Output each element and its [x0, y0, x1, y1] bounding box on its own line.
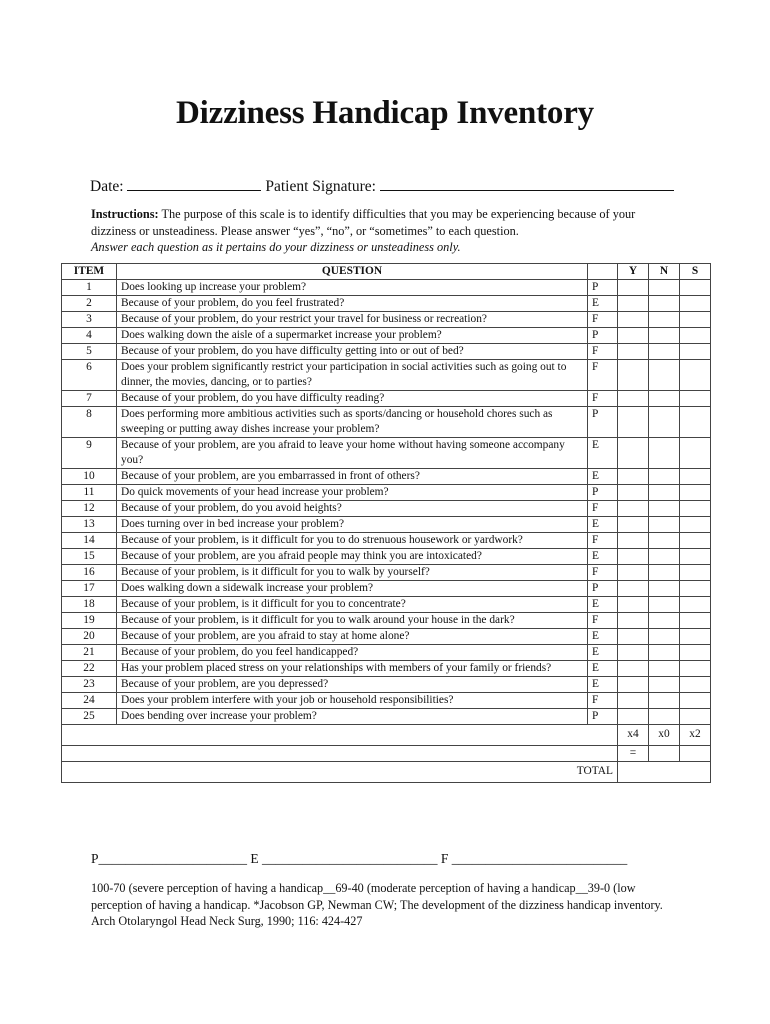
- sometimes-answer-cell[interactable]: [680, 360, 711, 391]
- table-row: [62, 391, 711, 407]
- yes-answer-cell[interactable]: [618, 581, 649, 597]
- item-number: 20: [62, 629, 117, 645]
- sometimes-answer-cell[interactable]: [680, 485, 711, 501]
- yes-answer-cell[interactable]: [618, 597, 649, 613]
- equals-empty: [649, 746, 680, 762]
- question-text: Does your problem significantly restrict your participation in social activities such as going out to dinner, the movies, dancing, or to parties?: [117, 360, 588, 391]
- header-yes: Y: [618, 264, 649, 280]
- question-text: Does your problem interfere with your job or household responsibilities?: [117, 693, 588, 709]
- item-number: 4: [62, 328, 117, 344]
- item-number: 25: [62, 709, 117, 725]
- category-code: F: [588, 501, 618, 517]
- no-answer-cell[interactable]: [649, 296, 680, 312]
- item-number: 10: [62, 469, 117, 485]
- item-number: 2: [62, 296, 117, 312]
- question-text: Does turning over in bed increase your problem?: [117, 517, 588, 533]
- item-number: 24: [62, 693, 117, 709]
- category-code: P: [588, 407, 618, 438]
- item-number: 23: [62, 677, 117, 693]
- question-text: Do quick movements of your head increase your problem?: [117, 485, 588, 501]
- yes-answer-cell[interactable]: [618, 312, 649, 328]
- no-answer-cell[interactable]: [649, 709, 680, 725]
- category-code: E: [588, 469, 618, 485]
- question-text: Because of your problem, is it difficult for you to concentrate?: [117, 597, 588, 613]
- yes-answer-cell[interactable]: [618, 613, 649, 629]
- table-row: [62, 328, 711, 344]
- item-number: 9: [62, 438, 117, 469]
- question-text: Because of your problem, do your restrict your travel for business or recreation?: [117, 312, 588, 328]
- header-no: N: [649, 264, 680, 280]
- item-number: 15: [62, 549, 117, 565]
- yes-answer-cell[interactable]: [618, 645, 649, 661]
- sometimes-answer-cell[interactable]: [680, 565, 711, 581]
- question-text: Because of your problem, are you afraid to leave your home without having someone accompany you?: [117, 438, 588, 469]
- yes-answer-cell[interactable]: [618, 565, 649, 581]
- no-answer-cell[interactable]: [649, 661, 680, 677]
- instructions-note: Answer each question as it pertains do your dizziness or unsteadiness only.: [91, 240, 461, 254]
- category-code: E: [588, 597, 618, 613]
- no-answer-cell[interactable]: [649, 581, 680, 597]
- table-row: [62, 501, 711, 517]
- table-row: [62, 485, 711, 501]
- no-answer-cell[interactable]: [649, 565, 680, 581]
- page-title: Dizziness Handicap Inventory: [176, 95, 594, 131]
- sometimes-answer-cell[interactable]: [680, 328, 711, 344]
- instructions: [91, 206, 671, 256]
- question-text: Because of your problem, are you embarrassed in front of others?: [117, 469, 588, 485]
- category-code: P: [588, 328, 618, 344]
- no-answer-cell[interactable]: [649, 533, 680, 549]
- no-answer-cell[interactable]: [649, 501, 680, 517]
- table-row: [62, 613, 711, 629]
- total-row: [62, 762, 711, 783]
- table-row: [62, 549, 711, 565]
- question-text: Because of your problem, do you have difficulty getting into or out of bed?: [117, 344, 588, 360]
- yes-answer-cell[interactable]: [618, 533, 649, 549]
- item-number: 5: [62, 344, 117, 360]
- table-row: [62, 629, 711, 645]
- signature-label: Patient Signature:: [265, 178, 376, 195]
- no-answer-cell[interactable]: [649, 693, 680, 709]
- no-answer-cell[interactable]: [649, 344, 680, 360]
- sometimes-answer-cell[interactable]: [680, 280, 711, 296]
- date-label: Date:: [90, 178, 124, 195]
- category-code: P: [588, 581, 618, 597]
- item-number: 14: [62, 533, 117, 549]
- sometimes-answer-cell[interactable]: [680, 629, 711, 645]
- category-code: E: [588, 645, 618, 661]
- sometimes-answer-cell[interactable]: [680, 677, 711, 693]
- no-answer-cell[interactable]: [649, 677, 680, 693]
- yes-answer-cell[interactable]: [618, 693, 649, 709]
- yes-answer-cell[interactable]: [618, 438, 649, 469]
- no-answer-cell[interactable]: [649, 517, 680, 533]
- question-text: Does walking down the aisle of a supermarket increase your problem?: [117, 328, 588, 344]
- sometimes-answer-cell[interactable]: [680, 296, 711, 312]
- date-field[interactable]: [127, 176, 261, 191]
- yes-answer-cell[interactable]: [618, 549, 649, 565]
- yes-answer-cell[interactable]: [618, 344, 649, 360]
- sometimes-answer-cell[interactable]: [680, 312, 711, 328]
- table-row: [62, 693, 711, 709]
- table-row: [62, 296, 711, 312]
- multiplier-yes: x4: [618, 725, 649, 746]
- category-code: F: [588, 344, 618, 360]
- category-code: F: [588, 613, 618, 629]
- sometimes-answer-cell[interactable]: [680, 709, 711, 725]
- category-code: F: [588, 693, 618, 709]
- sometimes-answer-cell[interactable]: [680, 533, 711, 549]
- yes-answer-cell[interactable]: [618, 469, 649, 485]
- category-code: F: [588, 533, 618, 549]
- table-row: [62, 661, 711, 677]
- item-number: 8: [62, 407, 117, 438]
- date-signature-line: [90, 176, 674, 196]
- instructions-label: Instructions:: [91, 207, 159, 221]
- category-code: E: [588, 438, 618, 469]
- yes-answer-cell[interactable]: [618, 485, 649, 501]
- item-number: 11: [62, 485, 117, 501]
- question-text: Has your problem placed stress on your relationships with members of your family or friends?: [117, 661, 588, 677]
- table-row: [62, 533, 711, 549]
- no-answer-cell[interactable]: [649, 280, 680, 296]
- no-answer-cell[interactable]: [649, 613, 680, 629]
- header-item: ITEM: [62, 264, 117, 280]
- multiplier-sometimes: x2: [680, 725, 711, 746]
- yes-answer-cell[interactable]: [618, 501, 649, 517]
- yes-answer-cell[interactable]: [618, 296, 649, 312]
- question-text: Because of your problem, is it difficult for you to walk around your house in the dark?: [117, 613, 588, 629]
- yes-answer-cell[interactable]: [618, 280, 649, 296]
- question-text: Because of your problem, do you have difficulty reading?: [117, 391, 588, 407]
- category-code: E: [588, 661, 618, 677]
- table-row: [62, 597, 711, 613]
- header-question: QUESTION: [117, 264, 588, 280]
- item-number: 21: [62, 645, 117, 661]
- table-row: [62, 709, 711, 725]
- sometimes-answer-cell[interactable]: [680, 344, 711, 360]
- sometimes-answer-cell[interactable]: [680, 501, 711, 517]
- sometimes-answer-cell[interactable]: [680, 597, 711, 613]
- category-code: F: [588, 391, 618, 407]
- sometimes-answer-cell[interactable]: [680, 438, 711, 469]
- question-text: Does performing more ambitious activities such as sports/dancing or household chores such as sweeping or putting away dishes increase your problem?: [117, 407, 588, 438]
- category-code: E: [588, 517, 618, 533]
- multiplier-row: [62, 725, 711, 746]
- category-code: E: [588, 629, 618, 645]
- sometimes-answer-cell[interactable]: [680, 661, 711, 677]
- no-answer-cell[interactable]: [649, 360, 680, 391]
- yes-answer-cell[interactable]: [618, 391, 649, 407]
- no-answer-cell[interactable]: [649, 485, 680, 501]
- no-answer-cell[interactable]: [649, 549, 680, 565]
- header-sometimes: S: [680, 264, 711, 280]
- item-number: 12: [62, 501, 117, 517]
- item-number: 22: [62, 661, 117, 677]
- sometimes-answer-cell[interactable]: [680, 549, 711, 565]
- no-answer-cell[interactable]: [649, 597, 680, 613]
- table-row: [62, 312, 711, 328]
- question-text: Because of your problem, is it difficult for you to do strenuous housework or yardwork?: [117, 533, 588, 549]
- total-label: TOTAL: [62, 762, 618, 783]
- category-code: F: [588, 360, 618, 391]
- sometimes-answer-cell[interactable]: [680, 693, 711, 709]
- equals-spacer: [62, 746, 618, 762]
- sometimes-answer-cell[interactable]: [680, 391, 711, 407]
- yes-answer-cell[interactable]: [618, 677, 649, 693]
- equals-sign: =: [618, 746, 649, 762]
- no-answer-cell[interactable]: [649, 629, 680, 645]
- yes-answer-cell[interactable]: [618, 709, 649, 725]
- table-row: [62, 517, 711, 533]
- item-number: 1: [62, 280, 117, 296]
- yes-answer-cell[interactable]: [618, 517, 649, 533]
- item-number: 13: [62, 517, 117, 533]
- table-row: [62, 360, 711, 391]
- table-row: [62, 407, 711, 438]
- equals-empty: [680, 746, 711, 762]
- category-code: F: [588, 565, 618, 581]
- table-header-row: [62, 264, 711, 280]
- no-answer-cell[interactable]: [649, 328, 680, 344]
- table-row: [62, 469, 711, 485]
- yes-answer-cell[interactable]: [618, 407, 649, 438]
- no-answer-cell[interactable]: [649, 438, 680, 469]
- item-number: 17: [62, 581, 117, 597]
- category-code: F: [588, 312, 618, 328]
- yes-answer-cell[interactable]: [618, 328, 649, 344]
- category-code: E: [588, 677, 618, 693]
- no-answer-cell[interactable]: [649, 645, 680, 661]
- table-row: [62, 677, 711, 693]
- multiplier-spacer: [62, 725, 618, 746]
- yes-answer-cell[interactable]: [618, 360, 649, 391]
- dhi-table: [61, 263, 711, 783]
- question-text: Because of your problem, are you afraid to stay at home alone?: [117, 629, 588, 645]
- pef-subscore-line: P______________________ E __________________________ F __________________________: [91, 851, 628, 866]
- question-text: Because of your problem, are you afraid people may think you are intoxicated?: [117, 549, 588, 565]
- equals-row: [62, 746, 711, 762]
- total-value-field[interactable]: [618, 762, 711, 783]
- no-answer-cell[interactable]: [649, 407, 680, 438]
- table-row: [62, 645, 711, 661]
- item-number: 16: [62, 565, 117, 581]
- question-text: Does looking up increase your problem?: [117, 280, 588, 296]
- no-answer-cell[interactable]: [649, 469, 680, 485]
- category-code: P: [588, 485, 618, 501]
- table-row: [62, 344, 711, 360]
- scoring-footer: 100-70 (severe perception of having a handicap__69-40 (moderate perception of having a handicap__39-0 (low perception of having a handicap. *Jacobson GP, Newman CW; The development of the dizziness handicap inventory. Arch Otolaryngol Head Neck Surg, 1990; 116: 424-427: [91, 881, 663, 928]
- instructions-text: The purpose of this scale is to identify difficulties that you may be experiencing because of your dizziness or unsteadiness. Please answer “yes”, “no”, or “sometimes” to each question.: [91, 207, 636, 238]
- question-text: Because of your problem, are you depressed?: [117, 677, 588, 693]
- table-row: [62, 581, 711, 597]
- no-answer-cell[interactable]: [649, 312, 680, 328]
- yes-answer-cell[interactable]: [618, 629, 649, 645]
- item-number: 19: [62, 613, 117, 629]
- multiplier-no: x0: [649, 725, 680, 746]
- item-number: 18: [62, 597, 117, 613]
- question-text: Does walking down a sidewalk increase your problem?: [117, 581, 588, 597]
- sometimes-answer-cell[interactable]: [680, 469, 711, 485]
- no-answer-cell[interactable]: [649, 391, 680, 407]
- table-row: [62, 565, 711, 581]
- sometimes-answer-cell[interactable]: [680, 613, 711, 629]
- question-text: Because of your problem, do you avoid heights?: [117, 501, 588, 517]
- question-text: Because of your problem, is it difficult for you to walk by yourself?: [117, 565, 588, 581]
- signature-field[interactable]: [380, 176, 674, 191]
- category-code: P: [588, 709, 618, 725]
- category-code: E: [588, 296, 618, 312]
- item-number: 6: [62, 360, 117, 391]
- question-text: Does bending over increase your problem?: [117, 709, 588, 725]
- table-row: [62, 438, 711, 469]
- item-number: 7: [62, 391, 117, 407]
- sometimes-answer-cell[interactable]: [680, 407, 711, 438]
- yes-answer-cell[interactable]: [618, 661, 649, 677]
- header-category: [588, 264, 618, 280]
- sometimes-answer-cell[interactable]: [680, 581, 711, 597]
- sometimes-answer-cell[interactable]: [680, 645, 711, 661]
- item-number: 3: [62, 312, 117, 328]
- category-code: P: [588, 280, 618, 296]
- question-text: Because of your problem, do you feel frustrated?: [117, 296, 588, 312]
- table-row: [62, 280, 711, 296]
- question-text: Because of your problem, do you feel handicapped?: [117, 645, 588, 661]
- sometimes-answer-cell[interactable]: [680, 517, 711, 533]
- category-code: E: [588, 549, 618, 565]
